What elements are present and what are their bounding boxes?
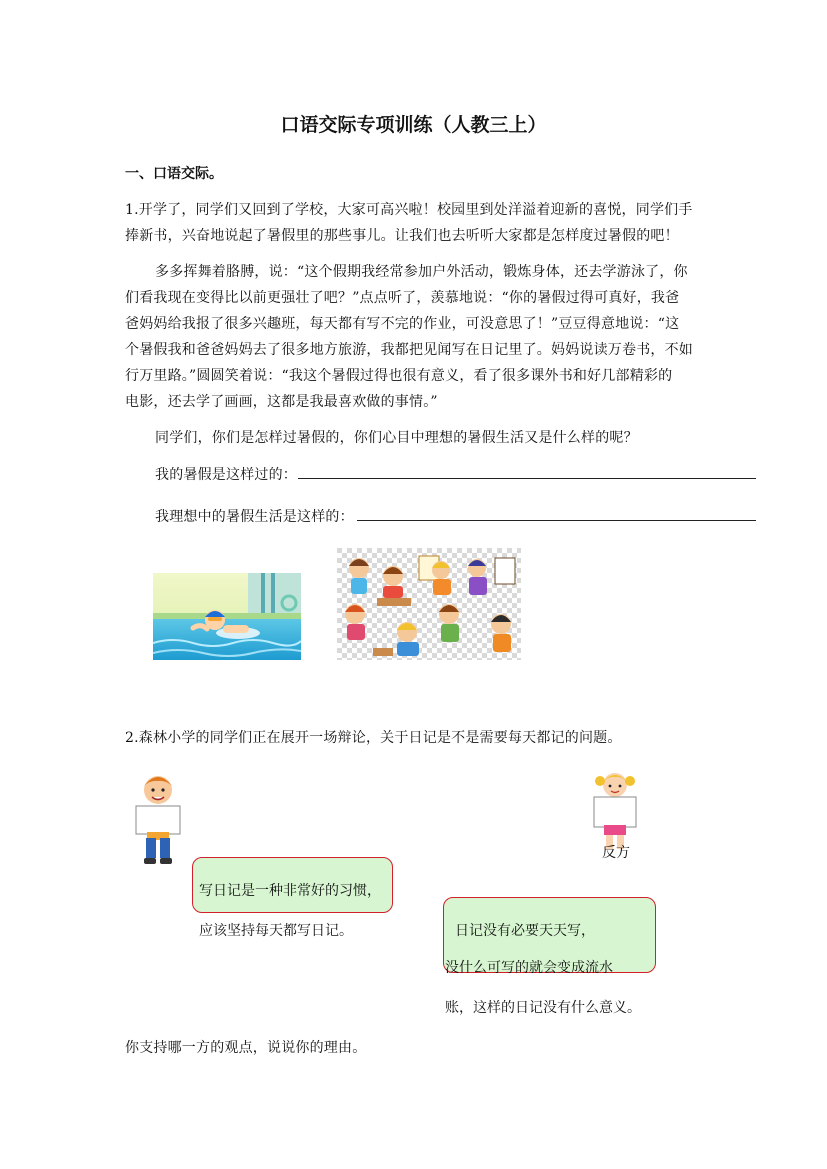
prompt-summer: 我的暑假是这样过的： xyxy=(155,467,297,483)
girl-holding-sign-illustration xyxy=(590,767,640,853)
prompt-ideal-summer: 我理想中的暑假生活是这样的： xyxy=(155,509,354,525)
q1-intro-line-2: 捧新书，兴奋地说起了暑假里的那些事儿。让我们也去听听大家都是怎样度过暑假的吧！ xyxy=(125,228,679,244)
story-line-1: 多多挥舞着胳膊，说：“这个假期我经常参加户外活动，锻炼身体，还去学游泳了，你 xyxy=(155,264,688,280)
right-opinion-line-2: 没什么可写的就会变成流水 xyxy=(445,960,613,976)
q2-question: 你支持哪一方的观点，说说你的理由。 xyxy=(125,1040,367,1056)
boy-holding-sign-illustration xyxy=(132,772,184,866)
swimming-illustration xyxy=(153,573,301,660)
q2-intro: 2.森林小学的同学们正在展开一场辩论，关于日记是不是需要每天都记的问题。 xyxy=(125,730,622,746)
girl-sign-label: 反方 xyxy=(602,845,630,861)
answer-line-summer[interactable] xyxy=(298,464,756,479)
page-title: 口语交际专项训练（人教三上） xyxy=(280,114,547,136)
story-line-6: 电影，还去学了画画，这都是我最喜欢做的事情。” xyxy=(125,394,438,410)
story-line-2: 们看我现在变得比以前更强壮了吧？”点点听了，羡慕地说：“你的暑假过得可真好，我爸 xyxy=(125,290,680,306)
right-opinion-line-3: 账，这样的日记没有什么意义。 xyxy=(445,1000,641,1016)
story-line-4: 个暑假我和爸爸妈妈去了很多地方旅游，我都把见闻写在日记里了。妈妈说读万卷书，不如 xyxy=(125,342,693,358)
answer-line-ideal[interactable] xyxy=(357,506,756,521)
left-opinion-line-1: 写日记是一种非常好的习惯， xyxy=(199,883,381,899)
section-heading: 一、口语交际。 xyxy=(125,166,223,182)
q1-question: 同学们，你们是怎样过暑假的，你们心目中理想的暑假生活又是什么样的呢？ xyxy=(155,430,638,446)
q1-intro-line-1: 1.开学了，同学们又回到了学校，大家可高兴啦！校园里到处洋溢着迎新的喜悦，同学们手 xyxy=(125,202,693,218)
children-activities-illustration xyxy=(337,548,521,660)
right-opinion-line-1: 日记没有必要天天写， xyxy=(455,923,595,939)
left-opinion-line-2: 应该坚持每天都写日记。 xyxy=(199,923,353,939)
story-line-5: 行万里路。”圆圆笑着说：“我这个暑假过得也很有意义，看了很多课外书和好几部精彩的 xyxy=(125,368,673,384)
story-line-3: 爸妈妈给我报了很多兴趣班，每天都有写不完的作业，可没意思了！”豆豆得意地说：“这 xyxy=(125,316,680,332)
